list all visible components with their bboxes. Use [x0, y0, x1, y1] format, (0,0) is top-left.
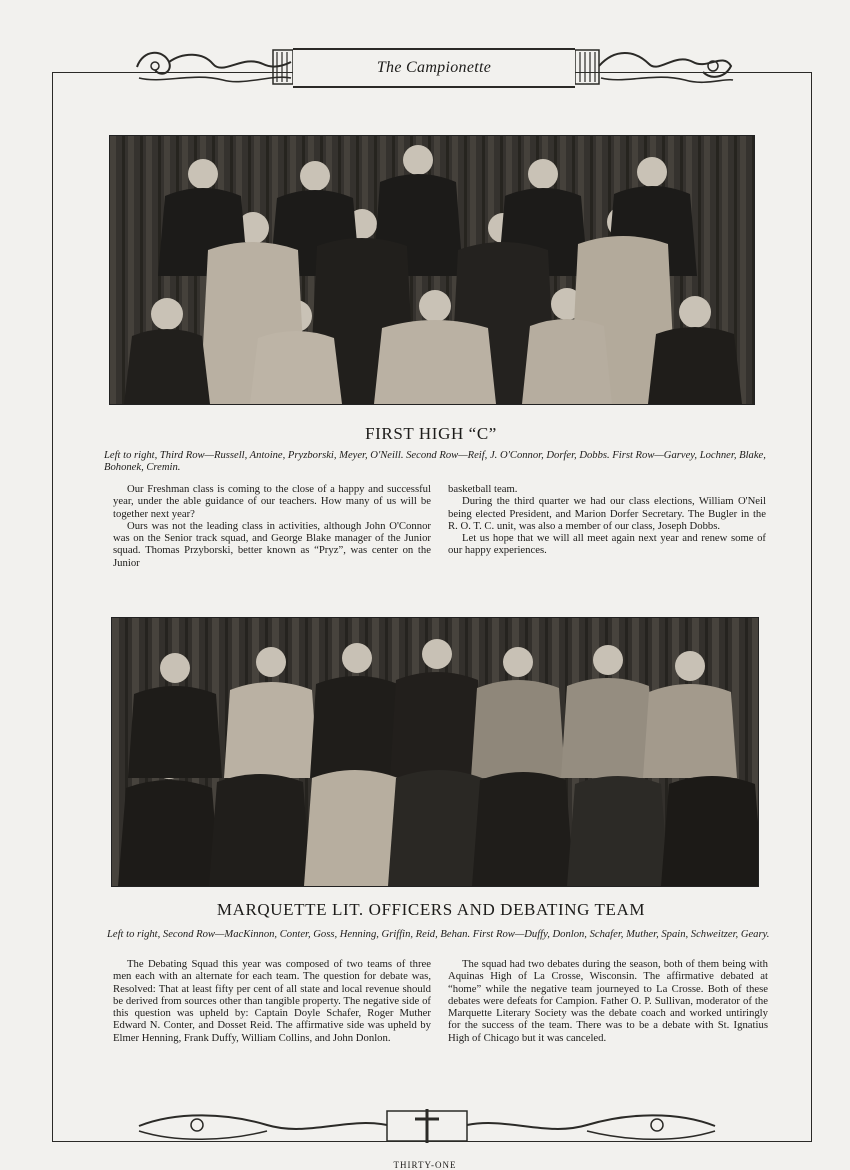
section1-column-left	[113, 483, 431, 569]
paragraph: During the third quarter we had our class elections, William O'Neil being elected President, and Marion Dorfer Secretary. The Bugler in the R. O. T. C. unit, was also a member of our class, Joseph Dobbs.	[448, 495, 766, 532]
page-folio: THIRTY-ONE	[393, 1160, 457, 1170]
group-photo-debating-team	[111, 617, 759, 887]
paragraph: Let us hope that we will all meet again next year and renew some of our happy experiences.	[448, 532, 766, 557]
header-ornament-right	[575, 44, 735, 90]
group-photo-debating-team-image	[112, 618, 758, 886]
paragraph: Our Freshman class is coming to the close of a happy and successful year, under the able guidance of our teachers. How many of us will be together next year?	[113, 483, 431, 520]
paragraph: The Debating Squad this year was composed of two teams of three men each with an alternate for each team. The question for debate was, Resolved: That at least fifty per cent of all state and local revenue should be derived from sources other than tangible property. The negative side of this question was upheld by: Captain Doyle Schafer, Roger Muther Edward N. Conter, and Dosset Reid. The affirmative side was upheld by Elmer Henning, Frank Duffy, William Collins, and John Donlon.	[113, 958, 431, 1044]
caption-debating-team: Left to right, Second Row—MacKinnon, Conter, Goss, Henning, Griffin, Reid, Behan. First Row—Duffy, Donlon, Schafer, Muther, Spain, Schweitzer, Geary.	[107, 929, 770, 940]
heading-first-high-c: FIRST HIGH “C”	[365, 424, 497, 443]
caption-first-high-c: Left to right, Third Row—Russell, Antoine, Pryzborski, Meyer, O'Neill. Second Row—Reif, J. O'Connor, Dorfer, Dobbs. First Row—Garvey, Lochner, Blake, Bohonek, Cremin.	[104, 450, 766, 474]
paragraph: The squad had two debates during the season, both of them being with Aquinas High of La Crosse, Wisconsin. The affirmative debated at “home” while the negative team journeyed to La Crosse. Both of these debates were defeats for Campion. Father O. P. Sullivan, moderator of the Marquette Literary Society was the debate coach and worked untiringly for the success of the team. There was to be a debate with St. Ignatius High of Chicago but it was canceled.	[448, 958, 768, 1044]
footer-ornament	[137, 1103, 717, 1149]
paragraph: Ours was not the leading class in activities, although John O'Connor was on the Senior track squad, and George Blake manager of the Junior squad. Thomas Przyborski, better known as “Pryz”, was center on the Junior	[113, 519, 431, 569]
section1-column-right	[448, 483, 766, 557]
heading-debating-team: MARQUETTE LIT. OFFICERS AND DEBATING TEAM	[216, 900, 646, 919]
section2-column-left	[113, 958, 431, 1044]
header-title-box	[293, 48, 575, 88]
class-photo-first-high-c	[109, 135, 755, 405]
running-title: The Campionette	[376, 59, 492, 76]
page-header	[133, 44, 735, 90]
group-photo-first-high-c	[110, 136, 754, 404]
paragraph: basketball team.	[448, 483, 518, 495]
header-ornament-left	[133, 44, 293, 90]
section2-column-right	[448, 958, 768, 1044]
